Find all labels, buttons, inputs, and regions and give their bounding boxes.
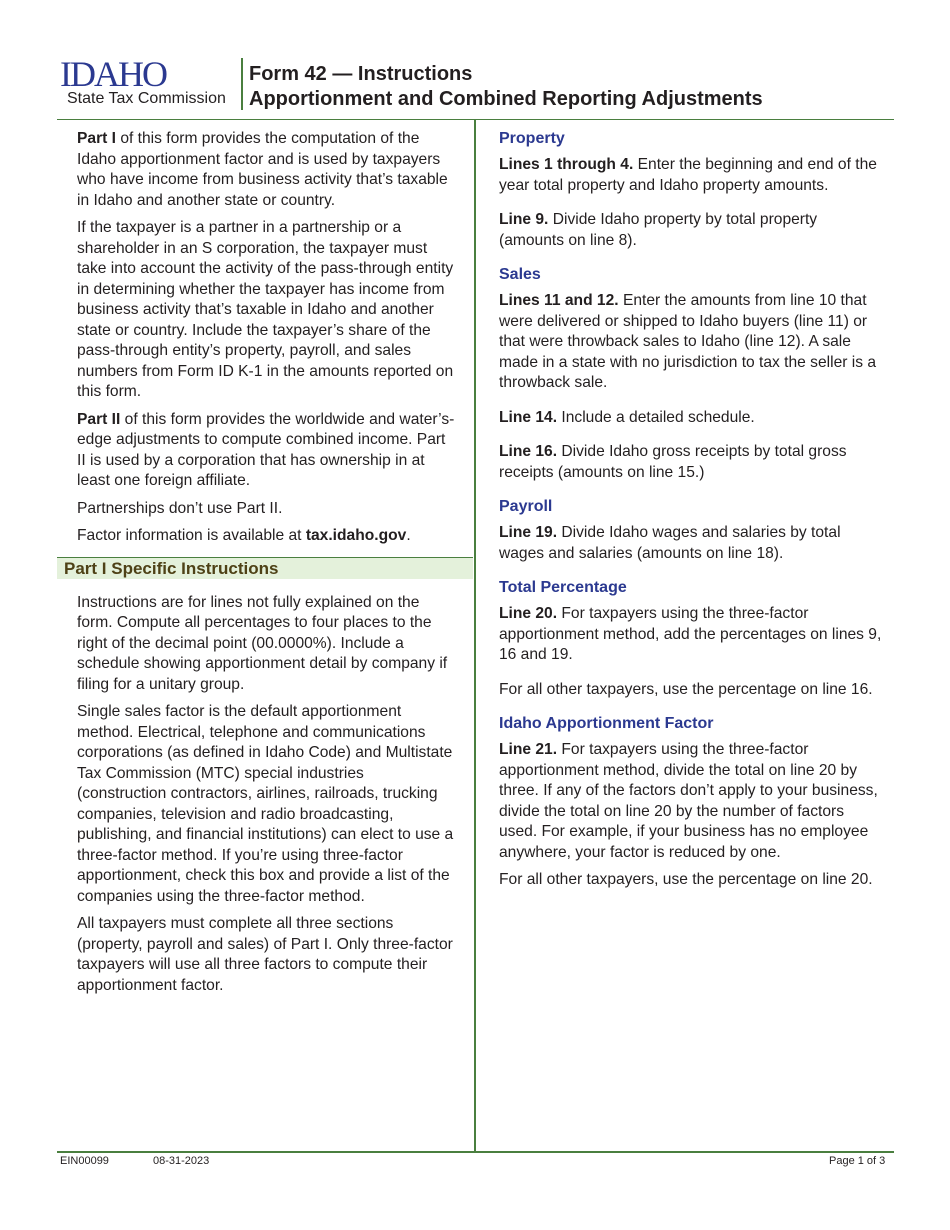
line-1-4-text: Enter the beginning and end of the year total property and Idaho property amounts.	[499, 156, 877, 194]
line-19-label: Line 19.	[499, 524, 558, 541]
footer-rule	[57, 1151, 894, 1153]
form-title-line1: Form 42 — Instructions	[249, 63, 473, 85]
header-divider	[241, 58, 243, 110]
paragraph-part2-intro	[77, 410, 455, 492]
heading-sales: Sales	[499, 266, 541, 283]
footer-page-number: Page 1 of 3	[829, 1155, 886, 1167]
page-header	[0, 0, 950, 120]
line-1-4-instructions	[499, 155, 884, 196]
line-11-12-label: Lines 11 and 12.	[499, 292, 619, 309]
line-14-text: Include a detailed schedule.	[557, 408, 755, 426]
heading-apportionment-factor: Idaho Apportionment Factor	[499, 715, 714, 732]
logo-subtitle: State Tax Commission	[67, 90, 226, 107]
paragraph-instructions-general: Instructions are for lines not fully explained on the form. Compute all percentages to four places to the right of the decimal point (00.0000%). Include a schedule showing apportionment detail by company if filing for a unitary group.	[77, 593, 448, 693]
paragraph-single-sales-factor: Single sales factor is the default apportionment method. Electrical, telephone and communications corporations (as defined in Idaho Code) and Multistate Tax Commission (MTC) special industries (construction contractors, airlines, railroads, trucking companies, television and radio broadcasting, publishing, and financial institutions) can elect to use a three-factor method. If you’re using three-factor apportionment, check this box and provide a list of the companies using the three-factor method.	[77, 703, 454, 905]
tax-website: tax.idaho.gov	[305, 527, 407, 544]
factor-info-text: Factor information is available at	[77, 527, 306, 544]
line-14-instructions	[499, 408, 884, 429]
left-column	[64, 129, 455, 1003]
paragraph-factor-info	[77, 526, 455, 547]
line-21-label: Line 21.	[499, 741, 558, 758]
line-21-instructions	[499, 740, 884, 863]
factor-info-end: .	[406, 527, 411, 544]
line-9-label: Line 9.	[499, 211, 549, 228]
line-19-text: Divide Idaho wages and salaries by total wages and salaries (amounts on line 18).	[499, 524, 841, 562]
paragraph-pass-through: If the taxpayer is a partner in a partnership or a shareholder in an S corporation, the taxpayer must take into account the activity of the pass-through entity in determining whether the taxpayer has income from business activity that’s taxable in Idaho and another state or country. Include the taxpayer’s share of the pass-through entity’s property, payroll, and sales numbers from Form ID K-1 in the amounts reported on this form.	[77, 219, 454, 400]
part2-text: of this form provides the worldwide and water’s-edge adjustments to compute combined income. Part II is used by a corporation that has ownership in at least one foreign affiliate.	[77, 410, 455, 489]
form-title	[249, 62, 763, 112]
line-21-other-taxpayers: For all other taxpayers, use the percentage on line 20.	[499, 871, 873, 888]
line-11-12-text: Enter the amounts from line 10 that were delivered or shipped to Idaho buyers (line 11) or that were throwback sales to Idaho (line 12). A sale made in a state with no jurisdiction to tax the seller is a throwback sale.	[499, 292, 877, 391]
line-20-instructions	[499, 604, 884, 666]
line-14-label: Line 14.	[499, 408, 558, 426]
idaho-tax-commission-logo	[60, 56, 240, 108]
part1-text: of this form provides the computation of the Idaho apportionment factor and is used by taxpayers who have income from business activity that’s taxable in Idaho and another state or country.	[77, 130, 448, 209]
paragraph-all-taxpayers: All taxpayers must complete all three sections (property, payroll and sales) of Part I. Only three-factor taxpayers will use all three factors to compute their apportionment factor.	[77, 915, 453, 994]
paragraph-part1-intro	[77, 129, 455, 211]
footer-date: 08-31-2023	[153, 1155, 210, 1167]
line-16-instructions	[499, 442, 884, 483]
right-column	[499, 129, 884, 898]
heading-total-percentage: Total Percentage	[499, 579, 627, 596]
line-1-4-label: Lines 1 through 4.	[499, 156, 634, 173]
line-16-label: Line 16.	[499, 443, 558, 460]
form-title-line2: Apportionment and Combined Reporting Adjustments	[249, 88, 763, 110]
heading-property: Property	[499, 130, 565, 147]
footer-form-code: EIN00099	[60, 1155, 109, 1167]
line-20-text: For taxpayers using the three-factor apportionment method, add the percentages on lines 9, 16 and 19.	[499, 605, 882, 663]
line-9-instructions	[499, 210, 884, 251]
part1-label: Part I	[77, 130, 116, 147]
part2-label: Part II	[77, 410, 121, 428]
column-divider	[474, 120, 476, 1152]
line-9-text: Divide Idaho property by total property (amounts on line 8).	[499, 211, 818, 249]
line-20-other-taxpayers: For all other taxpayers, use the percentage on line 16.	[499, 680, 873, 698]
line-11-12-instructions	[499, 291, 884, 394]
logo-word: IDAHO	[60, 54, 166, 94]
line-20-label: Line 20.	[499, 605, 558, 622]
line-21-text: For taxpayers using the three-factor apportionment method, divide the total on line 20 by three. If any of the factors don’t apply to your business, divide the total on line 20 by the number of factors used. For example, if your business has no employee anywhere, your factor is reduced by one.	[499, 741, 878, 861]
paragraph-partnerships: Partnerships don’t use Part II.	[77, 499, 283, 517]
heading-payroll: Payroll	[499, 498, 553, 515]
line-16-text: Divide Idaho gross receipts by total gross receipts (amounts on line 15.)	[499, 443, 847, 481]
section-heading-part1: Part I Specific Instructions	[57, 557, 473, 579]
line-19-instructions	[499, 523, 884, 564]
